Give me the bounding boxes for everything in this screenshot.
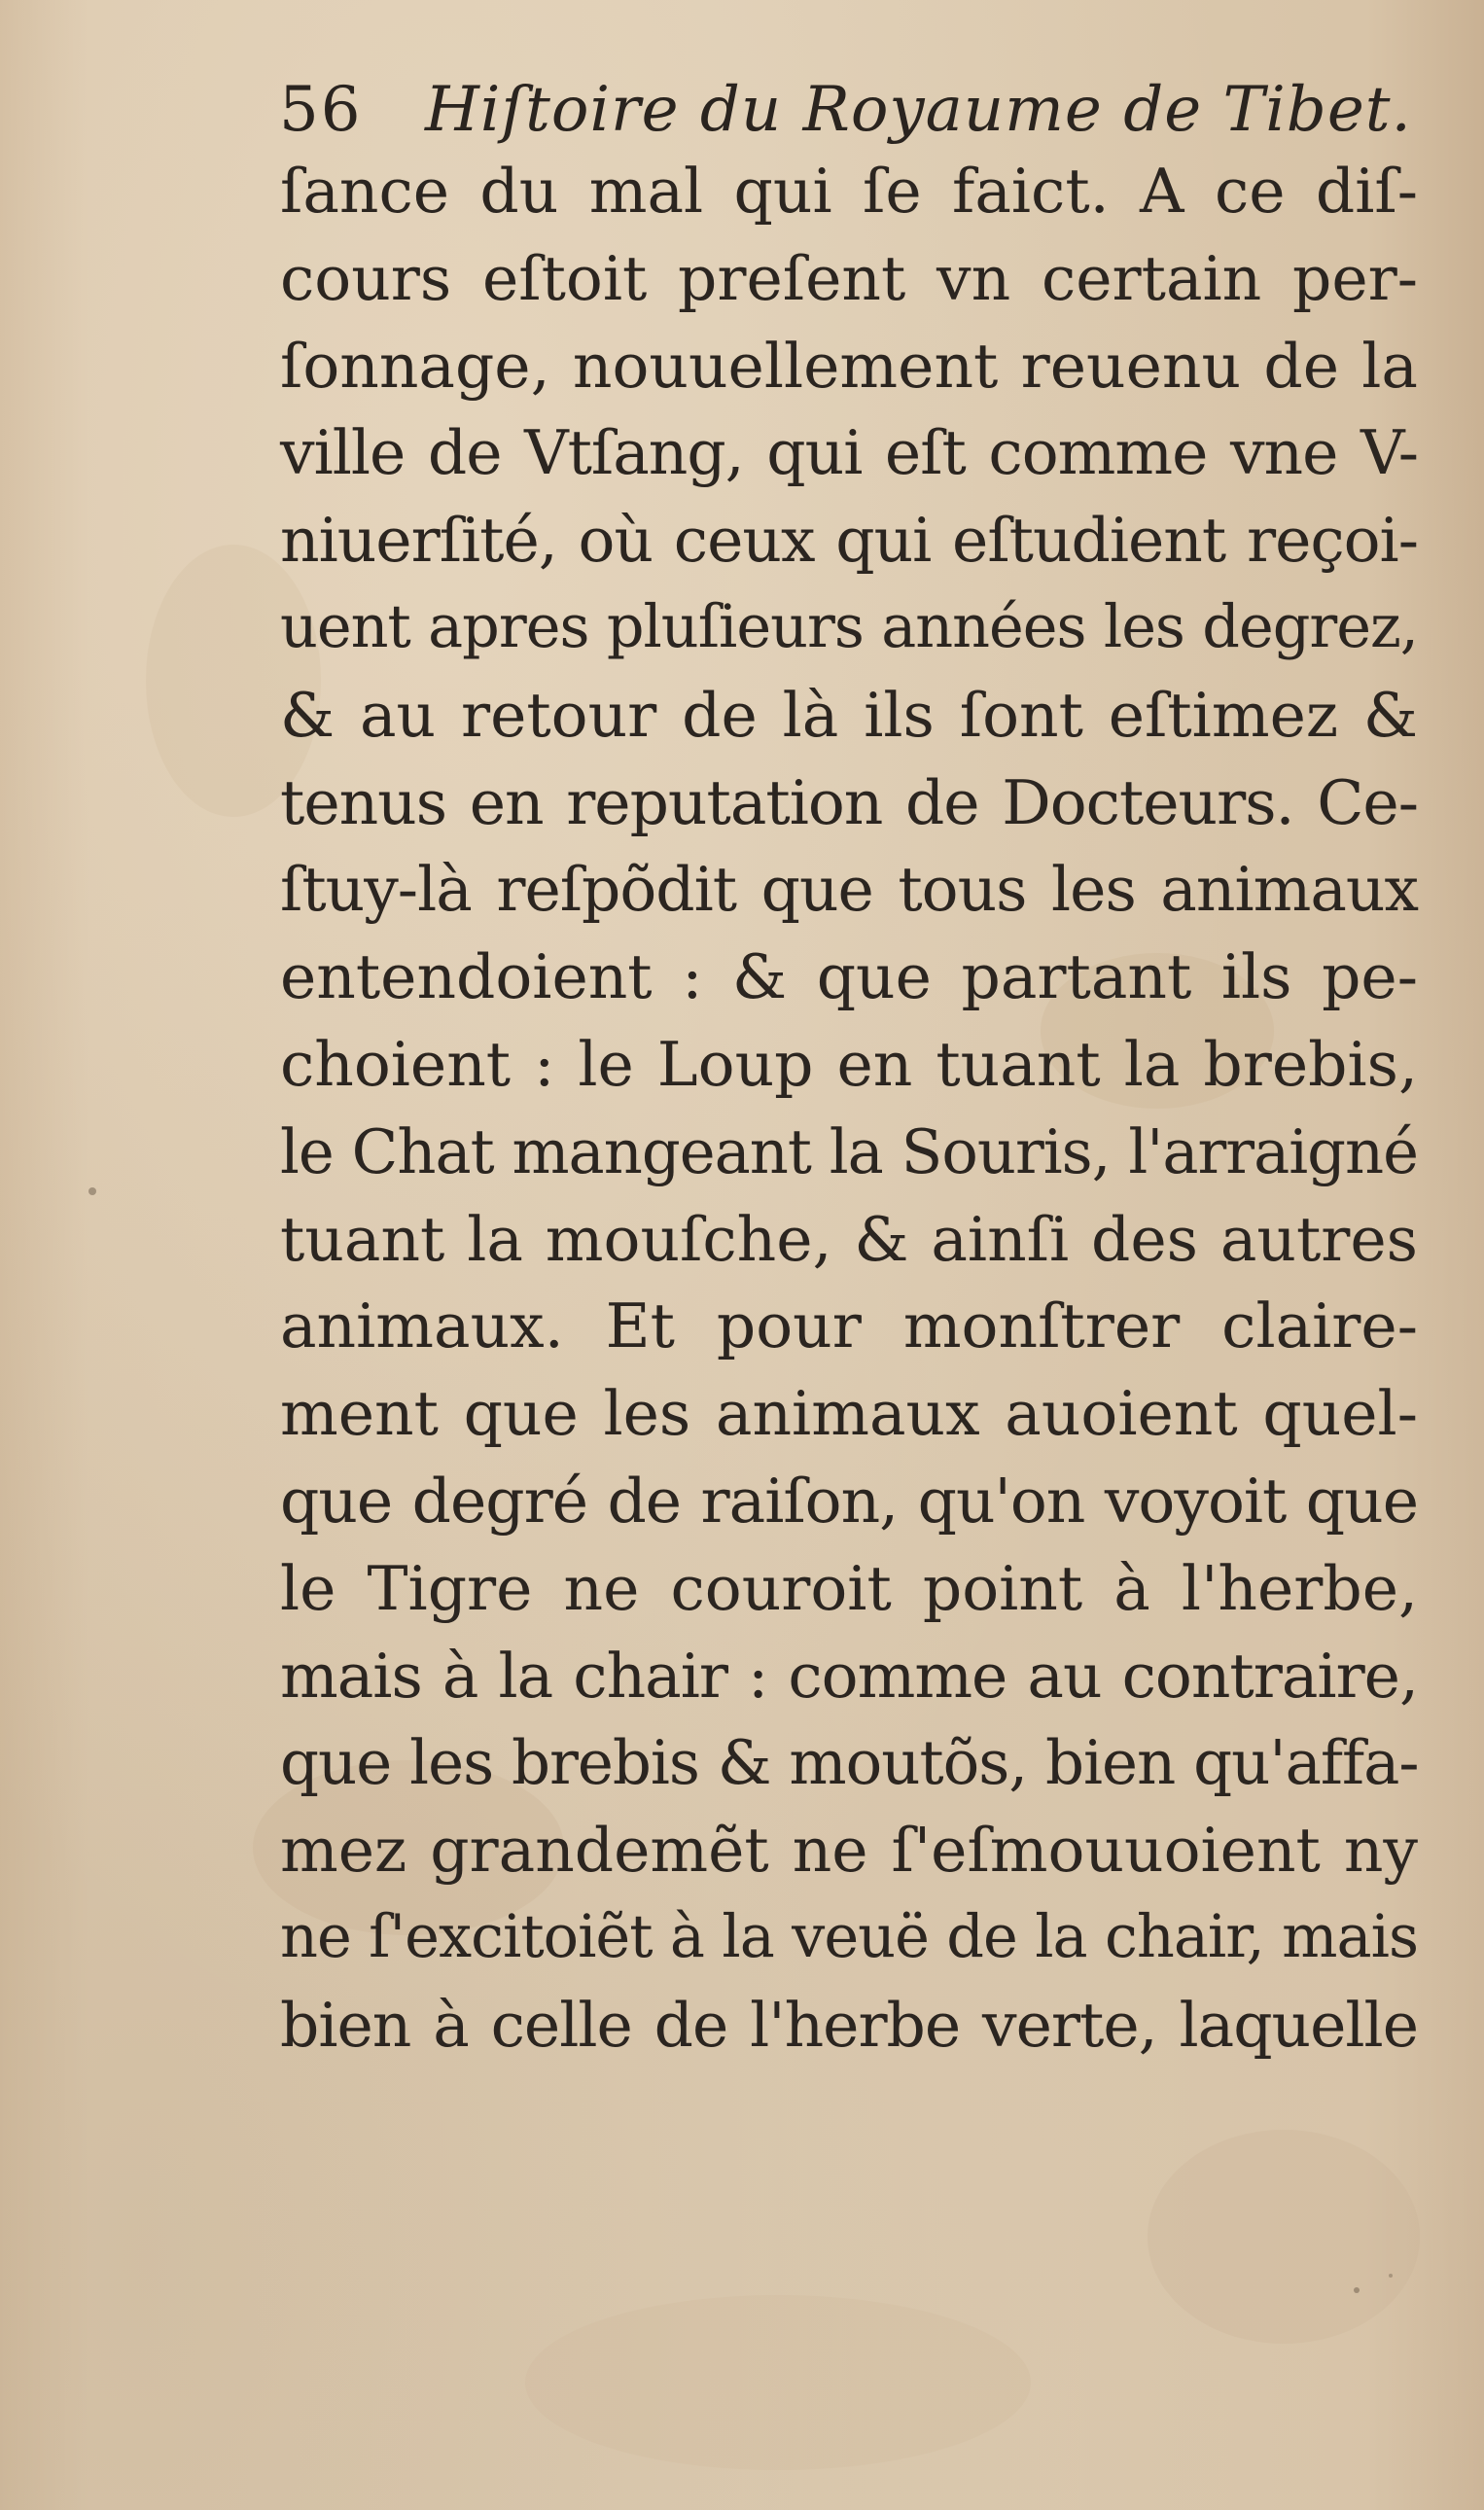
body-text — [280, 148, 1418, 2069]
text-line: bien à celle de l'herbe verte, laquelle — [280, 1989, 1418, 2061]
text-line: animaux. Et pour monſtrer claire- — [280, 1290, 1418, 1362]
text-line: niuerſité, où ceux qui eſtudient reçoi- — [280, 505, 1418, 577]
text-line: tuant la mouſche, & ainſi des autres — [280, 1203, 1418, 1275]
text-line: entendoient : & que partant ils pe- — [280, 941, 1418, 1013]
text-line: uent apres pluſieurs années les degrez, — [280, 592, 1418, 661]
text-line: & au retour de là ils ſont eſtimez & — [280, 679, 1418, 751]
text-line: le Chat mangeant la Souris, l'arraigné — [280, 1115, 1418, 1187]
text-line: que degré de raiſon, qu'on voyoit que — [280, 1465, 1418, 1537]
text-line: ſtuy-là reſpõdit que tous les animaux — [280, 854, 1418, 926]
text-line: ne ſ'excitoiẽt à la veuë de la chair, mais — [280, 1902, 1418, 1971]
page-number: 56 — [279, 74, 363, 146]
text-line: que les brebis & moutõs, bien qu'affa- — [280, 1727, 1419, 1799]
text-line: cours eſtoit preſent vn certain per- — [280, 242, 1418, 314]
text-line: mez grandemẽt ne ſ'eſmouuoient ny — [280, 1815, 1418, 1887]
text-line: le Tigre ne couroit point à l'herbe, — [280, 1552, 1418, 1624]
text-line: ville de Vtſang, qui eſt comme vne V- — [280, 417, 1418, 489]
text-line: tenus en reputation de Docteurs. Ce- — [280, 766, 1418, 838]
running-title: Hiſtoire du Royaume de Tibet. — [425, 74, 1412, 146]
text-line: ſance du mal qui ſe faict. A ce diſ- — [280, 156, 1418, 227]
text-line: ment que les animaux auoient quel- — [280, 1378, 1418, 1450]
text-line: mais à la chair : comme au contraire, — [280, 1640, 1418, 1712]
text-line: choient : le Loup en tuant la brebis, — [280, 1028, 1418, 1100]
text-line: ſonnage, nouuellement reuenu de la — [280, 330, 1418, 402]
